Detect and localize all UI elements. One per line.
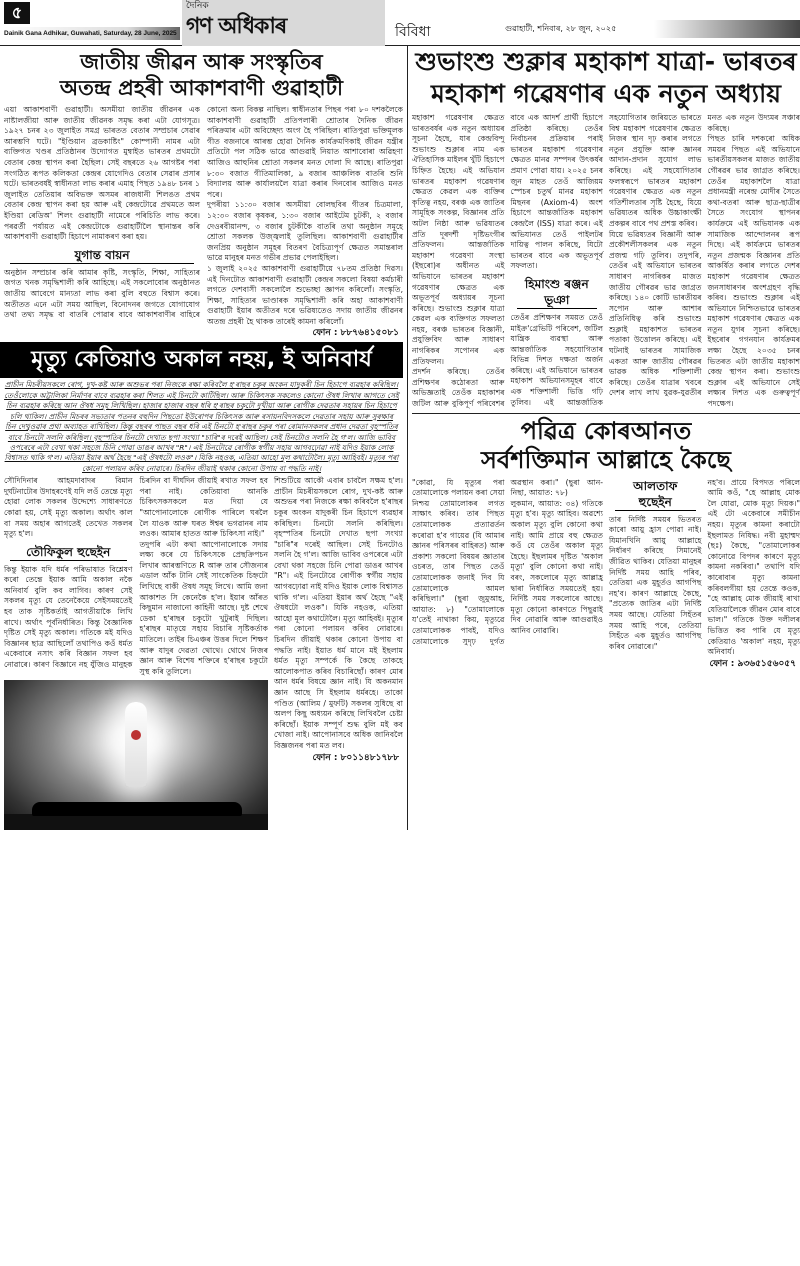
article3-body-continued [274, 476, 403, 751]
paragraph: লুকমান, আয়াত: ৩৪) গতিকে মৃত্যু হ'ব। মৃত্যু আহিব। অৱশ্যে অকাল মৃত্যু বুলি কোনো কথা নাই। আমি প্ৰায়ে বহু ক্ষেত্ৰত কওঁ যে তেওঁৰ অকাল মৃত্যু হৈছে। ইছলামৰ দৃষ্টিত 'অকাল মৃত্যু' বুলি কোনো কথা নাই। বৰং, সকলোৰে মৃত্যু আল্লাহ্ৰ দ্বাৰা নিৰ্ধাৰিত সময়তেই হয়। নিৰ্দিষ্ট সময় সকলোৰে আছে। মৃত্যু কোনো কাৰণতে পিছুৱাই দিব নোৱাৰি আৰু আগুৱাইও আনিব নোৱাৰি। [510, 498, 603, 635]
article3-byline: তৌফিকুল হুছেইন [10, 544, 127, 561]
masthead-left [0, 0, 182, 40]
logo-box [182, 0, 385, 46]
article3-intro: প্ৰাচীন মিচৰীয়সকলে ৰোগ, দুখ-কষ্ট আৰু অশুভৰ পৰা নিজকে ৰক্ষা কৰিবলৈ হ'ৰাছৰ চকুৰ অংকন যাদুকৰী চিন হিচাপে ব্যৱহাৰ কৰিছিল। তেওঁলোকে অট্টালিকা নিৰ্মাণৰ বাবে ব্যৱহাৰ কৰা শিলত এই চিনটো কাটিছিল। আৰু চিকিৎসক সকলেও কোনো ঔষধ লিখাৰ আগতে সেই চিন ব্যৱহাৰ কৰিছে আন ঔষধ সমূহ লিখিছিল। হাজাৰ হাজাৰ বছৰ ধৰি হ'ৰাছৰ চকুটো দুখীয়া আৰু ৰোগীক দেৱতাৰ সহায়ৰ চিন হিচাপে চলি থাকিল। প্ৰাচীন মিচৰৰ সভ্যতাৰ পতনৰ বহুদিন পিছতো ইউৰোপৰ চিকিৎসক আৰু ৰসায়নবিদসকলে দেৱতাৰ সহায় আৰু সুৰক্ষাৰ চিন দেখুওৱাৰ প্ৰথা অব্যাহত ৰাখিছিল। কিন্তু বছৰৰ পাছত বছৰ ধৰি এই চিনটো হ'ৰাছৰ চকুৰ পৰা ৰোমানসকলৰ প্ৰধান দেৱতা বৃহস্পতিৰ বাবে চিনটো সলনি কৰিছিল। বৃহস্পতিৰ চিনটো দেখাত ছপা সংখ্যা "চাৰি"ৰ দৰেই আছিল। সেই চিনটোও সলনি হৈ গ'ল। আজি ভাবিব ওপৰেৰে এটা বেখা থকা সহজে চিনি পোৱা ডাঙৰ আখৰ "R"। এই চিনটোৱে ৰোগীক স্বৰ্গীয় সহায় আগবঢ়োৱা নাই যদিও ইয়াক লোক বিশ্বাসত থাকি গ'ল। এতিয়া ইয়াৰ অৰ্থ হৈছে "এই ঔষধটো লওক"। যিকি নহওক, এতিয়া আহো মূল কথাটোলৈ। মৃত্যু আহিবই। মৃত্যুৰ পৰা কোনো পলায়ন কৰিব নোৱাৰে। চিৰদিন জীয়াই থকাৰ কোনো উপায় বা পদ্ধতি নাই। [4, 380, 399, 473]
headline-line: পৱিত্ৰ কোৰআনত [520, 416, 692, 445]
paragraph: কিন্তু ইয়াক যদি ধৰ্মৰ পৰিভাষাত বিশ্লেষণ কৰো তেন্তে ইয়াক আমি অকাল নকৈ অনিবাৰ্য বুলি কব লাগিব। কাৰণ সেই সকলৰ মৃত্যু যে তেনেকৈয়ে সেইসময়তেই হব তাক সৃষ্টিকৰ্তাই আগতীয়াকৈ লিখি ৰাখে। অৰ্থাৎ পূৰ্বনিৰ্ধাৰিত। কিন্তু বৈজ্ঞানিক দৃষ্টিত সেই মৃত্যু অকাল। গতিকে মই যদিও বিজ্ঞানৰ ছাত্ৰ আছিলোঁ তথাপিও কওঁ ধৰ্মত একেবাৰে নসাৎ কৰি বিজ্ঞান সফল হব নোৱাৰে। কাৰণ বিজ্ঞানে নহ যুঁজিও মানুহক চিৰদিন বা দীৰ্ঘদিন জীয়াই ৰখাত সফল হব পৰা নাই। কেতিয়াবা আনকি চিকিৎসকসকলে মত দিয়া যে "আপোনালোকে ৰোগীক পাৰিলে ঘৰলৈ লৈ যাওক আৰু ঘৰত ঈশ্বৰ ভগৱানৰ নাম লওক। আমাৰ হাতত আৰু চিকিৎসা নাই।" [4, 476, 268, 670]
paragraph: যিয়ে ভৱিষ্যতৰ বিজ্ঞানী আৰু প্ৰকৌশলীসকলৰ এক নতুন প্ৰজন্ম গঢ়ি তুলিব। তদুপৰি, তেওঁৰ এই অভিযানে ভাৰতৰ সাধাৰণ নাগৰিকৰ মাজত জাতীয় গৌৰৱৰ ভাৱ জাগ্ৰত কৰিছে। ১৪০ কোটি ভাৰতীয়ৰ সপোন আৰু আশাৰ প্ৰতিনিধিত্ব কৰি শুভাংশু শুক্লাই মহাকাশত ভাৰতৰ পতাকা উত্তোলন কৰিছে। এই ঘটনাই ভাৰতৰ সামাজিক একতা আৰু জাতীয় গৌৰৱৰ ভাৱক অধিক শক্তিশালী কৰিছে। তেওঁৰ যাত্ৰাৰ খবৰে দেশৰ লাখ লাখ যুৱক-যুৱতীৰ মনত এক নতুন উদ্যমৰ সঞ্চাৰ কৰিছে। [609, 113, 800, 398]
article1-byline: যুগান্ত বায়ন [10, 247, 194, 264]
section-name: বিবিধা [395, 24, 431, 40]
lying-body-silhouette [32, 802, 242, 816]
page-body [0, 46, 800, 830]
right-column [408, 46, 800, 671]
article2-headline [412, 46, 800, 113]
newspaper-logo: গণ অধিকাৰ [186, 14, 287, 39]
paragraph: পিছত চাৰি দশকৰো অধিক সময়ৰ পিছত এই অভিযানে ভাৰতীয়সকলৰ মাজত জাতীয় গৌৰৱৰ ভাৱ জাগ্ৰত কৰিছে। তেওঁৰ মহাকাশলৈ যাত্ৰা প্ৰধানমন্ত্ৰী নৰেন্দ্ৰ মোদীৰ সৈতে কথা-বতৰা আৰু ছাত্ৰ-ছাত্ৰীৰ সৈতে সংযোগ স্থাপনৰ কাৰ্যক্ৰমে এই অভিযানক এক সামাজিক আন্দোলনৰ ৰূপ দিছে। এই কাৰ্যক্ৰমে ভাৰতৰ নতুন প্ৰজন্মক বিজ্ঞানৰ প্ৰতি আকৰ্ষিত কৰাৰ লগতে দেশৰ মহাকাশ গৱেষণাৰ ক্ষেত্ৰত জনসাধাৰণৰ অংশগ্ৰহণ বৃদ্ধি কৰিব। শুভাংশু শুক্লাৰ এই অভিযানে নিশ্চিতভাৱে ভাৰতৰ মহাকাশ গৱেষণাৰ ক্ষেত্ৰত এক নতুন যুগৰ সূচনা কৰিছে। ইছৰোৰ গগনযান কাৰ্যক্ৰমৰ লক্ষ্য হৈছে ২০৩৫ চনৰ ভিতৰত এটা জাতীয় মহাকাশ কেন্দ্ৰ স্থাপন কৰা। শুভাংশু শুক্লাৰ এই অভিযানে সেই লক্ষ্যৰ দিশত এক গুৰুত্বপূৰ্ণ পদক্ষেপ। [707, 134, 800, 409]
paragraph: তাৰ নিৰ্দিষ্ট সময়ৰ ভিতৰত কাৰো আয়ু হ্ৰাস পোৱা নাই। যিমানখিনি আয়ু আল্লাহে নিৰ্ধাৰণ কৰিছে সিমানেই জীৱিত থাকিব। যেতিয়া মানুহৰ নিৰ্দিষ্ট সময় আহি পৰিব, তেতিয়া এক মুহূৰ্তও আগপিছ নহ'ব। কাৰণ আল্লাহে কৈছে, "প্ৰত্যেক জাতিৰ এটা নিৰ্দিষ্ট সময় আছে। যেতিয়া সিহঁতৰ সময় আহি পৰে, তেতিয়া সিহঁতে এক মুহূৰ্তও আগপিছ কৰিব নোৱাৰে।" [609, 514, 702, 651]
paragraph: "কোৱা, যি মৃত্যুৰ পৰা তোমালোকে পলায়ন কৰা সেয়া নিশ্চয় তোমালোকৰ লগত সাক্ষাৎ কৰিব। তাৰ পিছত তোমালোকক প্ৰত্যাৱৰ্তন কৰোৱা হ'ব গায়েৱ (যি আমাৰ জ্ঞানৰ পৰিসৰৰ বাহিৰত) আৰু প্ৰকাশ্য সকলো বিষয়ৰ জ্ঞাতাৰ ওচৰত, তাৰ পিছত তেওঁ তোমালোকক জনাই দিব যি তোমালোকে আমল কৰিছিলা।" (ছুৰা জুমুআহ, আয়াত: ৮) "তোমালোকে য'তেই নাথাকা কিয়, মৃত্যুৱে তোমালোকক পাবই, যদিও তোমালোকে সুদৃঢ় দুৰ্গত অৱস্থান কৰা।" (ছুৰা আন-নিছা, আয়াত: ৭৮) [412, 477, 603, 646]
ground [4, 814, 268, 830]
article1-body [0, 105, 403, 327]
paragraph: তেওঁৰ প্ৰশিক্ষণৰ সময়ত তেওঁ মাইক্ৰ'গ্ৰেভিটি পৰিবেশ, জটিল যান্ত্ৰিক ব্যৱস্থা আৰু আন্তৰ্জাতিক সহযোগিতাৰ বিভিন্ন দিশত দক্ষতা অৰ্জন কৰিছে। এই অভিযানে ভাৰতৰ মহাকাশ অভিযানসমূহৰ বাবে এক শক্তিশালী ভিত্তি গঢ়ি তুলিব। এই আন্তৰ্জাতিক সহযোগিতাৰ জৰিয়তে ভাৰতে বিশ্ব মহাকাশ গৱেষণাৰ ক্ষেত্ৰত নিজৰ স্থান দৃঢ় কৰাৰ লগতে নতুন প্ৰযুক্তি আৰু জ্ঞানৰ আদান-প্ৰদান সুযোগ লাভ কৰিছে। এই সহযোগিতাৰ ফলস্বৰূপে ভাৰতৰ মহাকাশ গৱেষণাৰ ক্ষেত্ৰত এক নতুন গতিশীলতাৰ সৃষ্টি হৈছে, যিয়ে ভৱিষ্যতৰ অধিক উচ্চাকাংক্ষী প্ৰকল্পৰ বাবে পথ প্ৰশস্ত কৰিব। [510, 113, 702, 407]
article1-phone: ফোন : ৮৮৭৬৪১৫০৮১ [312, 328, 399, 339]
paragraph: নহ'ব। প্ৰায়ে বিপদত পৰিলে আমি কওঁ, "হে আল্লাহ মোক লৈ যোৱা, মোক মৃত্যু দিয়ক।" এই টো একেবাৰে সমীচীন নহয়। মৃত্যুৰ কামনা কৰাটো ইছলামত নিষিদ্ধ। নবী মুহাম্মদ (ছঃ) কৈছে, "তোমালোকৰ কোনোৱে বিপদৰ কাৰণে মৃত্যু কামনা নকৰিবা।" তথাপি যদি কাৰোবাৰ মৃত্যু কামনা কৰিবলগীয়া হয় তেন্তে কওক, "হে আল্লাহ মোক জীয়াই ৰাখা যেতিয়ালৈকে জীৱন মোৰ বাবে ভাল।" গতিকে উক্ত দলীলৰ ভিত্তিত কব পাৰি যে মৃত্যু কেতিয়াও 'অকাল' নহয়, মৃত্যু অনিবাৰ্য। [707, 477, 800, 657]
article3-banner-headline: মৃত্যু কেতিয়াও অকাল নহয়, ই অনিবাৰ্য [0, 342, 403, 378]
assamese-dateline: গুৱাহাটী, শনিবাৰ, ২৮ জুন, ২০২৫ [475, 20, 800, 38]
paragraph: শিশুটিয়ে আকৌ এবাৰ চাবলৈ সক্ষম হ'ল। প্ৰাচীন মিচৰীয়সকলে ৰোগ, দুখ-কষ্ট আৰু অশুভৰ পৰা নিজকে ৰক্ষা কৰিবলৈ হ'ৰাছৰ চকুৰ অংকন যাদুকৰী চিন হিচাপে ব্যৱহাৰ কৰিছিল। চিনটো সলনি কৰিছিল। বৃহস্পতিৰ চিনটো দেখাত ছপা সংখ্যা "চাৰি"ৰ দৰেই আছিল। সেই চিনটোও সলনি হৈ গ'ল। আজি ভাবিব ওপৰেৰে এটা বেখা থকা সহজে চিনি পোৱা ডাঙৰ আখৰ "R"। এই চিনটোৱে ৰোগীক স্বৰ্গীয় সহায় আগবঢ়োৱা নাই যদিও ইয়াক লোক বিশ্বাসত থাকি গ'ল। এতিয়া ইয়াৰ অৰ্থ হৈছে "এই ঔষধটো লওক"। যিকি নহওক, এতিয়া আহো মূল কথাটোলৈ। মৃত্যু আহিবই। মৃত্যুৰ পৰা কোনো পলায়ন কৰিব নোৱাৰে। চিৰদিন জীয়াই থকাৰ কোনো উপায় বা পদ্ধতি নাই। ইয়াত ধৰ্ম মানে মই ইছলাম ধৰ্মত মৃত্যু সম্পৰ্কে কি কৈছে তাকহে আলোকপাত কৰিব বিচাৰিছোঁ। কাৰণ মোৰ আন ধৰ্মৰ বিষয়ে জ্ঞান নাই। যি অকনমান জ্ঞান আছে সি ইছলাম ধৰ্মৰহে। তাকো পণ্ডিত (আলিম / মুফটি) সকলৰ সুধিছে বা অলপ কিছু অধ্যয়ন কৰিছে লিখিবলৈ চেষ্টা কৰিছোঁ। ইয়াক সম্পূৰ্ণ শুদ্ধ বুলি মই কব খোজা নাই। আপোনাসবে অধিক জানিবলৈ বিজ্ঞজনৰ পৰা মত লব। [274, 476, 403, 750]
article3-side [274, 476, 403, 764]
paragraph: প্ৰদৰ্শন কৰিছে। তেওঁৰ প্ৰশিক্ষণৰ কঠোৰতা আৰু অভিজ্ঞতাই তেওঁক মহাকাশৰ জটিল আৰু বুকিপূৰ্ণ পৰিবেশৰ বাবে এক আদৰ্শ প্ৰাৰ্থী হিচাপে প্ৰতিষ্ঠা কৰিছে। তেওঁৰ নিৰ্বাচনৰ প্ৰক্ৰিয়াৰ পৰাই ভাৰতৰ মহাকাশ গৱেষণাৰ ক্ষেত্ৰত মানৱ সম্পদৰ উৎকৰ্ষৰ প্ৰমাণ পোৱা যায়। ২০২৫ চনৰ জুন মাহত তেওঁ আজিয়ম স্পেচৰ চতুৰ্থ মানৱ মহাকাশ মিছনৰ (Axiom-4) অংশ হিচাপে আন্তৰ্জাতিক মহাকাশ কেন্দ্ৰলৈ (ISS) যাত্ৰা কৰে। এই অভিযানত তেওঁ পাইলটৰ দায়িত্ব পালন কৰিছে, যিটো ভাৰতৰ বাবে এক অভূতপূৰ্ব সফলতা। [412, 113, 603, 409]
headline-line: সৰ্বশক্তিমান আল্লাহে কৈছে [481, 445, 731, 474]
paragraph: তদুপৰি এটা কথা আপোনালোকে সদায় লক্ষ্য কৰে যে চিকিৎসকে প্ৰেছক্ৰিপচন লিখাৰ আৰম্ভণিতে R আৰু তাৰ সৌজন্যৰ এডাল আঁক টানি সেই সাংকেতিক চিহ্নটো লিখিছে বাকী ঔষধ সমূহ লিখে। আমি জনা আকাশত সি কেনেকৈ হ'ল। ইয়াৰ আঁৰত কিছুমান নাজানো কাহিনী আছে। দুষ্ট শেথে ডেকা হ'ৰাছৰ চকুটো খুটুৰাই দিছিল। হ'ৰাছৰ মাতৃয়ে সহায় বিচাৰি সৃষ্টিকৰ্তাক মাতিলে। তাইৰ চিএঞ্চৰ উত্তৰ দিলে শিক্ষণ আৰু যাদুৰ দেৱতা থোথে। থোথে নিজৰ জ্ঞান আৰু বিশেষ শক্তিৰে হ'ৰাছৰ চকুটো সুস্থ কৰি তুলিলে। [139, 539, 268, 676]
logo-prefix: দৈনিক [186, 1, 209, 11]
masthead [0, 0, 800, 46]
english-dateline: Dainik Gana Adhikar, Guwahati, Saturday, 28 June, 2025 [4, 27, 180, 40]
article4-body [412, 478, 800, 658]
article3-body-area [0, 476, 403, 830]
article3-body [0, 476, 268, 677]
paragraph: ১ জুলাই ২০২৫ আকাশবাণী গুৱাহাটীয়ে ৭৮তম প্ৰতিষ্ঠা দিৱস। এই দিনটোত আকাশবাণী গুৱাহাটী কেন্দ্ৰৰ সকলো বিষয়া কৰ্মচাৰী লগতে দেশবাসী সকলোলৈ শুভেচ্ছা জ্ঞাপন কৰিলোঁ। সংস্কৃতি, শিক্ষা, সাহিত্যৰ ভাণ্ডাৰক সমৃদ্ধিশালী কৰি অহা আকাশবাণী গুৱাহাটী ইয়াৰ অতীতৰ দৰে ভৱিষ্যতেও সদায় জাতীয় জীৱনৰ অতন্দ্ৰ প্ৰহৰী হৈ থাকক তাৰেই কামনা কৰিলোঁ। [207, 263, 403, 326]
article2-body [412, 113, 800, 410]
article4-phone: ফোন : ৯৩৬৫১৫৬০৫৭ [709, 658, 796, 669]
headline-line: জাতীয় জীৱন আৰু সংস্কৃতিৰ [80, 50, 323, 74]
paragraph: অনুষ্ঠান সম্প্ৰচাৰ কৰি আমাৰ কৃষ্টি, সংস্কৃতি, শিক্ষা, সাহিত্যৰ জগত খনক সমৃদ্ধিশালী কৰি আহিছে। এই সকলোবোৰ অনুষ্ঠানত জাতীয় আবেগে মান্যতা লাভ কৰা বুলি বহুতে বিশ্বাস কৰে। অতীতত এনে এটা সময় আছিল, বিনোদনৰ জগতে যোগাযোগ তথা তথ্য সমৃদ্ধ বা বাতৰি পোৱাৰ বাবে আকাশবাণীৰ বাহিৰে কোনো অন্য বিকল্প নাছিল। স্বাধীনতাৰ পিছৰ পৰা ৮০ দশকলৈকে আকাশবাণী গুৱাহাটী প্ৰতিপলাৰী শ্ৰোতাৰ দৈনিক জীৱন পৰিক্ৰমাৰ এটা অবিচ্ছেদ্য অংগ হৈ পৰিছিল। ৰাতিপুৱা ভক্তিমূলক গীত বজনাৰে আৰম্ভ হোৱা দৈনিক কাৰ্যক্ৰমণিকাই জীৱন যন্ত্ৰীৰ প্ৰতিটো পল সঠিক ভাৱে আগুৱাই নিয়াত আশাবোৰা অৱিহণা আজিও আহুনিৰ শ্ৰোতা সকলৰ মনত দোলা দি আছে। ৰাতিপুৱা ৮:৩০ বজাত গীতিমালিকা, ৯ বজাৰ আঞ্চলিক বাতৰি শুনি বিদ্যালয় আৰু কাৰ্যালয়লৈ যাত্ৰা কৰাৰ দিনবোৰ আজিও মনত পৰে। [4, 105, 403, 320]
headline-line: মহাকাশ গৱেষণাৰ এক নতুন অধ্যায় [431, 79, 781, 108]
article4-byline: আলতাফ হুছেইন [615, 478, 696, 511]
headline-line: অতন্দ্ৰ প্ৰহৰী আকাশবাণী গুৱাহাটী [59, 76, 344, 100]
article1-headline [0, 46, 403, 105]
glowing-figure [125, 702, 147, 787]
article3-main [0, 476, 268, 830]
paragraph: মহাকাশ গৱেষণাৰ ক্ষেত্ৰত ভাৰতবৰ্ষৰ এক নতুন অধ্যায়ৰ সূচনা হৈছে, যাৰ কেন্দ্ৰবিন্দু শুভাংশু শুক্লাৰ নাম এক ঐতিহাসিক মাইলৰ খুঁটি হিচাপে চিহ্নিত হৈছে। এই অভিযান ভাৰতৰ মহাকাশ গৱেষণাৰ ক্ষেত্ৰত কেৱল এক ব্যক্তিৰ কৃতিত্ব নহয়, বৰঞ্চ এক জাতিৰ সামূহিক সংকল্প, বিজ্ঞানৰ প্ৰতি অটল নিষ্ঠা আৰু ভৱিষ্যতৰ প্ৰতি দূৰদৰ্শী দৃষ্টিভংগীৰ প্ৰতিফলন। আন্তৰ্জাতিক মহাকাশ গৱেষণা সংস্থা (ইছৰো)ৰ অধীনত এই অভিযানে ভাৰতৰ মহাকাশ গৱেষণাৰ ক্ষেত্ৰত এক অভূতপূৰ্ব অধ্যায়ৰ সূচনা কৰিছে। শুভাংশু শুক্লাৰ যাত্ৰা কেৱল এক ব্যক্তিগত সফলতা নহয়, বৰঞ্চ ভাৰতৰ বিজ্ঞানী, প্ৰযুক্তিবিদ আৰু সাধাৰণ নাগৰিকৰ সপোনৰ এক প্ৰতিফলন। [412, 113, 505, 366]
paragraph: দুপৰীয়া ১১:৩০ বজাৰ অসমীয়া বোলছবিৰ গীতৰ চিত্ৰমালা, ১২:৩০ বজাৰ কৃষকৰ, ১:৩০ বজাৰ আইটেম চুটকী, ২ বজাৰ দেওৰবীয়ানন্দ, ৩ বজাৰ চুটকীকৈ বাতৰি তথা অনুষ্ঠান সমূহে শ্ৰোতা সকলক উজ্জ্বলাই তুলিছিল। আকাশবাণী গুৱাহাটীৰ জনপ্ৰিয় অনুষ্ঠান সমূহৰ বিতৰণ বৈচিত্ৰ্যপূৰ্ণ ক্ষেত্ৰত সমান্তৰাল ভাৱে মানুহৰ মনত গভীৰ প্ৰভাৱ পেলাইছিল। [207, 200, 403, 263]
headline-line: শুভাংশু শুক্লাৰ মহাকাশ যাত্ৰা- ভাৰতৰ [415, 47, 797, 76]
paragraph: এয়া আকাশবাণী গুৱাহাটী। অসমীয়া জাতীয় জীৱনৰ এক নাষ্টালজীয়া আৰু জাতীয় জীৱনক সমৃদ্ধ কৰা এটা যোগসূত্ৰ। ১৯২৭ চনৰ ২৩ জুলাইত সমগ্ৰ ভাৰতত বেতাৰ সম্প্ৰচাৰ সেৱাৰ আৰম্ভণি ঘটে। "ইণ্ডিয়ান ব্ৰডকাষ্টিং" কোম্পানী নামৰ এটা ব্যক্তিগত খণ্ডৰ প্ৰতিষ্ঠানৰ উদ্যোগত মুম্বাইত ভাৰতৰ প্ৰথমটো বেতাৰ কেন্দ্ৰ স্থাপন কৰা হৈছিল। সেই বছৰতে ২৬ আগষ্টৰ পৰা সংগঠিত ৰূপত কলিকতা কেন্দ্ৰৰ যোগেদিও বেতাৰ সেৱাৰ প্ৰসাৰ ঘটে। ভাৰতবৰ্ষই স্বাধীনতা লাভ কৰাৰ এমাহ পিছত ১৯৪৮ চনৰ ১ জুলাইত তেতিয়াৰ অবিভক্ত অসমৰ ৰাজধানী শিলঙত প্ৰথম বেতাৰ কেন্দ্ৰ স্থাপন কৰা হয় আৰু এই কেন্দ্ৰটোৱে প্ৰথমতে অল ইণ্ডিয়া ৰেডিঅ' শিলং গুৱাহাটী নামেৰে পৰিচিতি লাভ কৰে। পৰৱৰ্তী পৰ্যায়ত এই কেন্দ্ৰটোকে গুৱাহাটীলৈ স্থানান্তৰ কৰি আকাশবাণী গুৱাহাটী হিচাপে নামাকৰণ কৰা হয়। [4, 105, 200, 242]
paragraph: সৌদিদিনাৰ আহমদাবাদৰ বিমান দুৰ্ঘটনাটোৰ উদাহৰণেই যদি লওঁ তেন্তে মৃত্যু হোৱা লোক সকলৰ উদ্দেশ্যে সাধাৰণতে কোৱা হয়, সেই মৃত্যু অকাল। অৰ্থাৎ কাল বা সময় অহাৰ আগতেই তেখেত সকলৰ মৃত্যু হ'ল। [4, 476, 133, 539]
left-column [0, 46, 408, 830]
page-number: ৫ [4, 2, 30, 24]
article3-phone: ফোন : ৮০১১৪৮১৭৮৮ [312, 752, 399, 763]
article4-headline [412, 414, 800, 478]
article2-byline: হিমাংশু ৰঞ্জন ভূঞা [517, 276, 598, 309]
soul-leaving-body-photo [4, 680, 268, 830]
